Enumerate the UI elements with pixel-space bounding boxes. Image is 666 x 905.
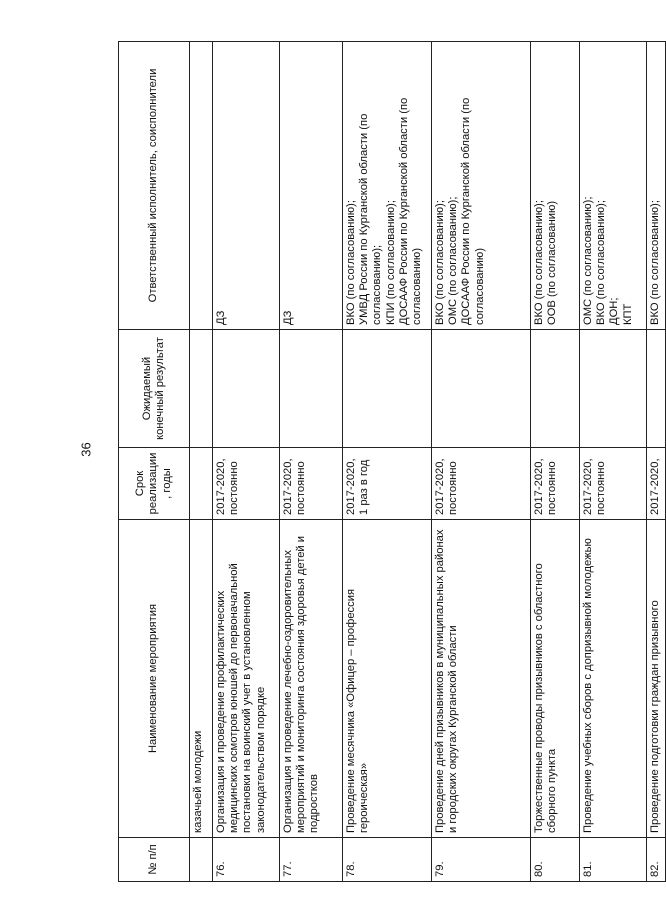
cell-name: Проведение учебных сборов с допризывной молодежью bbox=[580, 520, 647, 838]
header-name: Наименование мероприятия bbox=[119, 520, 190, 838]
cell-responsible: ДЗ bbox=[213, 42, 280, 330]
cell-num: 81. bbox=[580, 838, 647, 882]
table-header-row bbox=[119, 42, 190, 882]
header-num: № п/п bbox=[119, 838, 190, 882]
table-row bbox=[432, 42, 531, 882]
cell-num: 77. bbox=[280, 838, 343, 882]
header-term: Срок реализации, годы bbox=[119, 448, 190, 520]
table-row bbox=[580, 42, 647, 882]
table-row-continuation bbox=[190, 42, 213, 882]
cell-term: 2017-2020, постоянно bbox=[432, 448, 531, 520]
cell-name: Торжественные проводы призывников с областного сборного пункта bbox=[531, 520, 580, 838]
cell-term bbox=[190, 448, 213, 520]
header-result: Ожидаемый конечный результат bbox=[119, 330, 190, 448]
cell-responsible bbox=[190, 42, 213, 330]
cell-result bbox=[432, 330, 531, 448]
cell-num: 80. bbox=[531, 838, 580, 882]
cell-name: Проведение подготовки граждан призывного bbox=[647, 520, 666, 838]
cell-term: 2017-2020, постоянно bbox=[213, 448, 280, 520]
cell-num: 82. bbox=[647, 838, 666, 882]
cell-name: Организация и проведение профилактических медицинских осмотров юношей до первоначальной постановки на воинский учет в установленном законодательством порядке bbox=[213, 520, 280, 838]
cell-responsible: ОМС (по согласованию); ВКО (по согласованию); ДОН; КПТ bbox=[580, 42, 647, 330]
cell-result bbox=[647, 330, 666, 448]
page-number: 36 bbox=[78, 442, 94, 457]
table-row bbox=[213, 42, 280, 882]
cell-num bbox=[190, 838, 213, 882]
cell-result bbox=[531, 330, 580, 448]
header-responsible: Ответственный исполнитель, соисполнители bbox=[119, 42, 190, 330]
cell-name: казачьей молодежи bbox=[190, 520, 213, 838]
cell-responsible: ДЗ bbox=[280, 42, 343, 330]
cell-num: 76. bbox=[213, 838, 280, 882]
rotated-page-content bbox=[118, 42, 661, 882]
cell-result bbox=[190, 330, 213, 448]
cell-result bbox=[343, 330, 432, 448]
cell-term: 2017-2020, постоянно bbox=[531, 448, 580, 520]
measures-table bbox=[118, 41, 666, 882]
cell-result bbox=[580, 330, 647, 448]
cell-num: 78. bbox=[343, 838, 432, 882]
cell-responsible: ВКО (по согласованию); УМВД России по Курганской области (по согласованию); КПИ (по согласованию); ДОСААФ России по Курганской области (по согласованию) bbox=[343, 42, 432, 330]
table-row bbox=[280, 42, 343, 882]
cell-responsible: ВКО (по согласованию); ООВ (по согласованию) bbox=[531, 42, 580, 330]
cell-responsible: ВКО (по согласованию); bbox=[647, 42, 666, 330]
cell-term: 2017-2020, постоянно bbox=[580, 448, 647, 520]
table-row bbox=[647, 42, 666, 882]
cell-term: 2017-2020, bbox=[647, 448, 666, 520]
table-row bbox=[531, 42, 580, 882]
cell-term: 2017-2020, 1 раз в год bbox=[343, 448, 432, 520]
cell-responsible: ВКО (по согласованию); ОМС (по согласованию); ДОСААФ России по Курганской области (по согласованию) bbox=[432, 42, 531, 330]
table-row bbox=[343, 42, 432, 882]
cell-name: Организация и проведение лечебно-оздоровительных мероприятий и мониторинга состояния здоровья детей и подростков bbox=[280, 520, 343, 838]
cell-name: Проведение дней призывников в муниципальных районах и городских округах Курганской области bbox=[432, 520, 531, 838]
cell-num: 79. bbox=[432, 838, 531, 882]
cell-name: Проведение месячника «Офицер – профессия героическая» bbox=[343, 520, 432, 838]
cell-term: 2017-2020, постоянно bbox=[280, 448, 343, 520]
cell-result bbox=[213, 330, 280, 448]
cell-result bbox=[280, 330, 343, 448]
